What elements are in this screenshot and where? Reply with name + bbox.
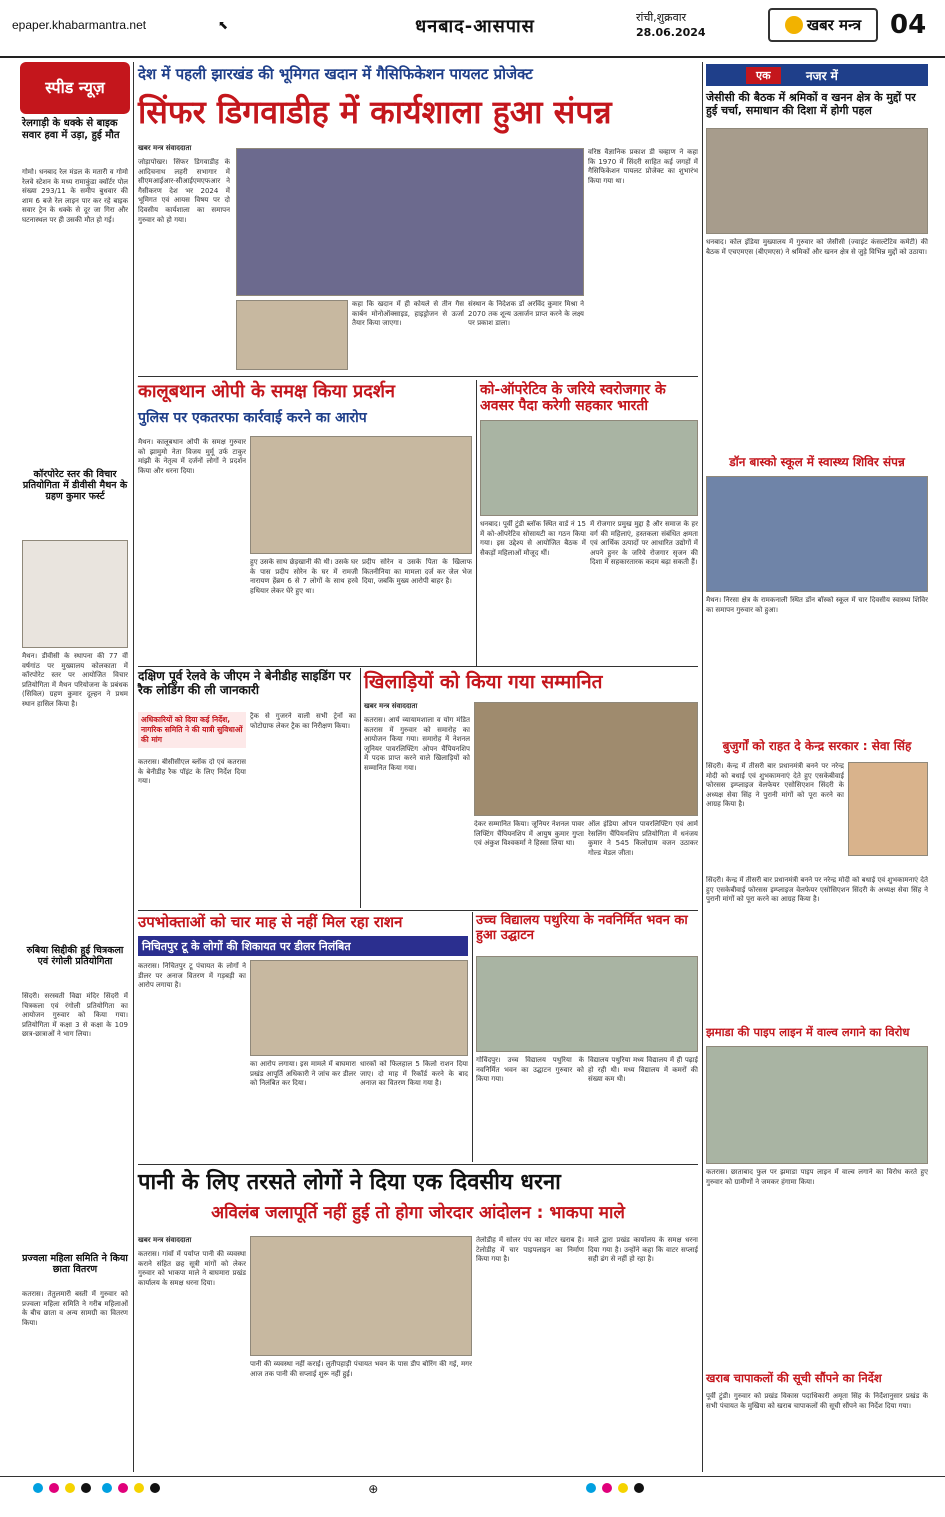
- school-kids-photo: [706, 476, 928, 592]
- right-body-5: पूर्वी टुंडी। गुरुवार को प्रखंड विकास पदाधिकारी अमृता सिंह के निर्देशानुसार प्रखंड के सभी पंचायत के मुखिया को खराब चापाकलों की सूची सौंपने का निर्देश दिया गया।: [706, 1392, 928, 1410]
- magenta-dot-icon: [602, 1483, 612, 1493]
- players-byline: खबर मन्त्र संवाददाता: [364, 702, 418, 710]
- crosshair-icon: ⊕: [368, 1482, 379, 1496]
- audience-photo: [236, 300, 348, 370]
- top-body-2: कहा कि खदान में ही कोयले से तीन गैस कार्बन मोनोऑक्साइड, हाइड्रोजन से ऊर्जा तैयार किया जाएगा।: [352, 300, 464, 328]
- protest-photo: [250, 436, 472, 554]
- speed-headline-4: प्रज्वला महिला समिति ने किया छाता वितरण: [22, 1253, 128, 1275]
- right-body-2: मैथन। निरसा क्षेत्र के रामकनाली स्थित डॉन बॉस्को स्कूल में चार दिवसीय स्वास्थ्य शिविर का समापन गुरुवार को हुआ।: [706, 596, 928, 614]
- speed-headline-2: कॉरपोरेट स्तर की विचार प्रतियोगिता में डीवीसी मैथन के ग्रहण कुमार फर्स्ट: [22, 469, 128, 502]
- top-kicker: देश में पहली झारखंड की भूमिगत खदान में गैसिफिकेशन पायलट प्रोजेक्ट: [138, 65, 533, 83]
- players-headline: खिलाड़ियों को किया गया सम्मानित: [364, 671, 603, 693]
- seva-singh-photo: [848, 762, 928, 856]
- page-number: 04: [890, 10, 927, 40]
- magenta-dot-icon: [49, 1483, 59, 1493]
- ration-body-3: धारकों को फिलहाल 5 किलो राशन दिया जाए। दो माह में रिकॉर्ड करने के बाद अनाज का वितरण किया गया है।: [360, 1060, 468, 1088]
- top-body-1: जोड़ापोखर। सिंफर डिगवाडीह के आदिचनाथ लहरी सभागार में सीएमआईआर-सीआईएमएफआर ने गैसीकरण देश भर 2024 में भूमिगत एवं आयस विषय पर दो दिवसीय कार्यशाला का समापन गुरुवार को हो गया।: [138, 158, 230, 224]
- ration-subhead: निचितपुर टू के लोगों की शिकायत पर डीलर निलंबित: [138, 936, 468, 956]
- top-headline: सिंफर डिगवाडीह में कार्यशाला हुआ संपन्न: [138, 93, 612, 131]
- yellow-dot-icon: [134, 1483, 144, 1493]
- ration-body-1: कतरास। निचितपुर टू पंचायत के लोगों ने डीलर पर अनाज वितरण में गड़बड़ी का आरोप लगाया है।: [138, 962, 246, 990]
- column-divider: [133, 62, 134, 1472]
- meeting-photo: [706, 128, 928, 234]
- magenta-dot-icon: [118, 1483, 128, 1493]
- logo-icon: [785, 16, 803, 34]
- cursor-icon: ⬉: [218, 18, 229, 32]
- right-body-3: सिंदरी। केन्द्र में तीसरी बार प्रधानमंत्री बनने पर नरेन्द्र मोदी को बधाई एवं शुभकामनाएं देते हुए एसकेबीवाई फोरसस इम्प्लाइज वेलफेयर एसोसिएशन सिंदरी के अध्यक्ष सेवा सिंह ने पुरानी मांगों को पूरा करने का आग्रह किया है।: [706, 762, 844, 809]
- top-body-5: वरिष्ठ वैज्ञानिक प्रकाश डी चव्हाण ने कहा कि 1970 में सिंदरी साहित कई जगहों में गैसिफिकेशन पायलट प्रोजेक्ट का शुभारंभ किया गया था।: [588, 148, 698, 185]
- ek-nazar-band: [706, 64, 928, 86]
- school-body-2: विद्यालय पथुरिया मध्य विद्यालय में ही पढ़ाई हो रही थी। मध्य विद्यालय में कमरों की संख्या कम थी।: [588, 1056, 698, 1084]
- ek-label: एक: [746, 67, 781, 84]
- city-day: रांची,शुक्रवार: [636, 11, 687, 24]
- rail-headline: दक्षिण पूर्व रेलवे के जीएम ने बेनीडीह साइडिंग पर रैक लोडिंग की ली जानकारी: [138, 669, 351, 697]
- speed-body-3: सिंदरी। सरस्वती विद्या मंदिर सिंदरी में चित्रकला एवं रंगोली प्रतियोगिता का आयोजन गुरुवार को किया गया। प्रतियोगिता में कक्षा 3 से कक्षा के 109 छात्र-छात्राओं ने भाग लिया।: [22, 992, 128, 1039]
- portrait-photo: [22, 540, 128, 648]
- masthead: [0, 0, 945, 58]
- cyan-dot-icon: [33, 1483, 43, 1493]
- players-body-1: कतरास। आर्य व्यायामशाला व योग मंडित कतरास में गुरुवार को समारोह का आयोजन किया गया। समारोह में नेशनल जूनियर पावरलिफ्टिंग ओपन चैंपियनशिप में पदक प्राप्त करने वाले खिलाड़ियों को सम्मानित किया गया।: [364, 716, 470, 772]
- rail-body-1: कतरास। बीसीसीएल ब्लॉक दो एवं कतरास के बेनीडीह रैक पॉइंट के लिए निर्देश दिया गया।: [138, 758, 246, 786]
- section-rule: [138, 376, 698, 377]
- water-byline: खबर मन्त्र संवाददाता: [138, 1236, 192, 1244]
- kalu-body-3: प्रदीप सोरेन व उसके पिता के खिलाफ कितनीनिया का मामला दर्ज कर जेल भेज दिया, जबकि मुख्य आरोपी बाहर है।: [362, 558, 472, 586]
- speed-headline-1: रेलगाड़ी के धक्के से बाइक सवार हवा में उड़ा, हुई मौत: [22, 118, 120, 141]
- ration-body-2: का आरोप लगाया। इस मामले में बाघमारा प्रखंड आपूर्ति अधिकारी ने जांच कर डीलर को निलंबित कर दिया।: [250, 1060, 356, 1088]
- kalu-body-2: हुए उसके साथ छेड़खानी की थी। उसके घर के पास प्रदीप सोरेन के घर में रामजी नारायण हेंब्रम 6 से 7 लोगों के साथ हरवे हथियार लेकर घेरे हुए था।: [250, 558, 358, 595]
- right-body-4: कतरास। छाताबाद फुल पर झमाडा पाइप लाइन में वाल्व लगाने का विरोध करते हुए गुरुवार को ग्रामीणों ने जमकर हंगामा किया।: [706, 1168, 928, 1186]
- speed-body-4: कतरास। तेतुलमारी बस्ती में गुरुवार को प्रज्वला महिला समिति ने गरीब महिलाओं के बीच छाता व अन्य सामग्री का वितरण किया।: [22, 1290, 128, 1327]
- players-photo: [474, 702, 698, 816]
- water-headline: पानी के लिए तरसते लोगों ने दिया एक दिवसीय धरना: [138, 1170, 561, 1195]
- issue-date: 28.06.2024: [636, 26, 706, 39]
- speed-news-badge: स्पीड न्यूज़: [20, 62, 130, 114]
- speed-headline-3: रुबिया सिद्दीकी हुई चित्रकला एवं रंगोली प्रतियोगिता: [26, 945, 124, 967]
- right-headline-5: खराब चापाकलों की सूची सौंपने का निर्देश: [706, 1371, 882, 1385]
- school-headline: उच्च विद्यालय पथुरिया के नवनिर्मित भवन का हुआ उद्घाटन: [476, 913, 688, 943]
- speed-body-1: गोमो। धनबाद रेल मंडल के मतारी व गोमो रेलवे स्टेशन के मध्य रामाकुंडा क्वॉर्टर पोल संख्या 293/11 के समीप बुधवार की शाम 6 बजे रेल लाइन पार कर रहे बाइक सवार ट्रेन के धक्के से दूर जा गिरा और घटनास्थल पर ही उसकी मौत हो गई।: [22, 168, 128, 224]
- speed-body-2: मैथन। डीवीसी के स्थापना की 77 वीं वर्षगांठ पर मुख्यालय कोलकाता में कॉरपोरेट स्तर पर आयोजित विचार प्रतियोगिता में मैथन परियोजना के प्रबंधक (सिविल) ग्रहण कुमार दूल्हन ने प्रथम स्थान हासिल किया है।: [22, 652, 128, 708]
- coop-headline: को-ऑपरेटिव के जरिये स्वरोजगार के अवसर पैदा करेगी सहकार भारती: [480, 382, 666, 415]
- rail-badge: अधिकारियों को दिया कई निर्देश, नागरिक समिति ने की यात्री सुविधाओं की मांग: [138, 712, 246, 748]
- top-body-3: संस्थान के निदेशक डॉ अरविंद कुमार मिश्रा ने 2070 तक शून्य उत्सर्जन प्राप्त करने के लक्ष्य पर प्रकाश डाला।: [468, 300, 584, 328]
- water-body-2: पानी की व्यवस्था नहीं कराई। लुतीपहाड़ी पंचायत भवन के पास डीप बोरिंग की गई, मगर आज तक पानी की सप्लाई शुरू नहीं हुई।: [250, 1360, 472, 1378]
- right-headline-4: झमाडा की पाइप लाइन में वाल्व लगाने का विरोध: [706, 1025, 910, 1039]
- pipeline-protest-photo: [706, 1046, 928, 1164]
- women-meeting-photo: [480, 420, 698, 516]
- dateline: [636, 10, 706, 40]
- right-headline-1: जेसीसी की बैठक में श्रमिकों व खनन क्षेत्र के मुद्दों पर हुई चर्चा, समाधान की दिशा में होगी पहल: [706, 91, 916, 117]
- cyan-dot-icon: [102, 1483, 112, 1493]
- black-dot-icon: [81, 1483, 91, 1493]
- kalu-headline: कालूबथान ओपी के समक्ष किया प्रदर्शन: [138, 381, 396, 402]
- ration-photo: [250, 960, 468, 1056]
- coop-body-1: धनबाद। पूर्वी टुंडी ब्लॉक स्थित वार्ड नं 15 में को-ऑपरेटिव सोसायटी का गठन किया गया। इस उद्देश्य से आयोजित बैठक में सैकड़ों महिलाओं मौजूद थीं।: [480, 520, 586, 557]
- brand-name: खबर मन्त्र: [806, 16, 862, 34]
- water-subhead: अविलंब जलापूर्ति नहीं हुई तो होगा जोरदार आंदोलन : भाकपा माले: [211, 1203, 625, 1223]
- right-headline-2: डॉन बास्को स्कूल में स्वास्थ्य शिविर संपन्न: [729, 455, 905, 469]
- school-photo: [476, 956, 698, 1052]
- black-dot-icon: [150, 1483, 160, 1493]
- seminar-photo: [236, 148, 584, 296]
- nazar-label: नजर में: [806, 69, 838, 83]
- kalu-body-1: मैथन। कालूबथान ओपी के समक्ष गुरुवार को झामुमो नेता विजय मुर्मू उर्फ टाकुर मांझी के नेतृत्व में दर्जनों लोगों ने प्रदर्शन किया और धरना दिया।: [138, 438, 246, 475]
- section-title: धनबाद-आसपास: [415, 16, 535, 37]
- black-dot-icon: [634, 1483, 644, 1493]
- epaper-url[interactable]: epaper.khabarmantra.net: [12, 18, 147, 32]
- players-body-2: देकर सम्मानित किया। जूनियर नेशनल पावर लिफ्टिंग चैंपियनशिप में आयुष कुमार गुप्ता एवं अंकुश विश्वकर्मा ने हिस्सा लिया था।: [474, 820, 584, 848]
- brand-logo: [768, 8, 878, 42]
- water-body-4: माले द्वारा प्रखंड कार्यालय के समक्ष धरना दिया गया है। उन्होंने कहा कि वाटर सप्लाई सही ढंग से नहीं हो रहा है।: [588, 1236, 698, 1264]
- right-body-1: धनबाद। कोल इंडिया मुख्यालय में गुरुवार को जेसीसी (ज्वाइंट कंसल्टेटिव कमेटी) की बैठक में एचएमएस (बीएमएस) ने श्रमिकों और खनन क्षेत्र से जुड़े विभिन्न मुद्दों को उठाया।: [706, 238, 928, 256]
- yellow-dot-icon: [618, 1483, 628, 1493]
- players-body-3: ऑल इंडिया ओपन पावरलिफ्टिंग एवं आर्म रेसलिंग चैंपियनशिप प्रतियोगिता में धनंजय कुमार ने 545 किलोग्राम वजन उठाकर गोल्ड मेडल जीता।: [588, 820, 698, 857]
- rail-body-2: ट्रैक से गुजरने वाली सभी ट्रेनों का फोटोग्राफ लेकर ट्रैक का निरीक्षण किया।: [250, 712, 356, 730]
- kalu-subhead: पुलिस पर एकतरफा कार्रवाई करने का आरोप: [138, 410, 367, 426]
- water-body-1: कतरास। गांवों में पर्याप्त पानी की व्यवस्था कराने संहित छह सूत्री मांगों को लेकर गुरुवार को भाकपा माले ने बाघमारा प्रखंड कार्यालय के समक्ष धरना दिया।: [138, 1250, 246, 1287]
- school-body-1: गोविंदपुर। उच्च विद्यालय पथुरिया के नवनिर्मित भवन का उद्घाटन गुरुवार को किया गया।: [476, 1056, 584, 1084]
- water-body-3: तेलोडीह में सोलर पंप का मोटर खराब है। टेलोडीह में चार पाइपलाइन का निर्माण किया गया है।: [476, 1236, 584, 1264]
- yellow-dot-icon: [65, 1483, 75, 1493]
- color-registration-bar: [30, 1478, 915, 1496]
- dharna-photo: [250, 1236, 472, 1356]
- right-body-3b: सिंदरी। केन्द्र में तीसरी बार प्रधानमंत्री बनने पर नरेन्द्र मोदी को बधाई एवं शुभकामनाएं देते हुए एसकेबीवाई फोरसस इम्प्लाइज वेलफेयर एसोसिएशन सिंदरी के अध्यक्ष सेवा सिंह ने पुरानी मांगों को पूरा करने का आग्रह किया है।: [706, 876, 928, 904]
- ration-headline: उपभोक्ताओं को चार माह से नहीं मिल रहा राशन: [138, 913, 403, 931]
- cyan-dot-icon: [586, 1483, 596, 1493]
- coop-body-2: में रोजगार प्रमुख मुद्दा है और समाज के हर वर्ग की महिलाएं, हस्तकला संबंधित क्षमता एवं आर्थिक उत्पादों पर आधारित उद्योगों में अपने हुनर के जरिये रोजगार सृजन की दिशा में सहकारतारक कदम बढ़ा सकती हैं।: [590, 520, 698, 567]
- top-byline: खबर मन्त्र संवाददाता: [138, 144, 192, 152]
- right-headline-3: बुजुर्गों को राहत दे केन्द्र सरकार : सेवा सिंह: [722, 739, 912, 753]
